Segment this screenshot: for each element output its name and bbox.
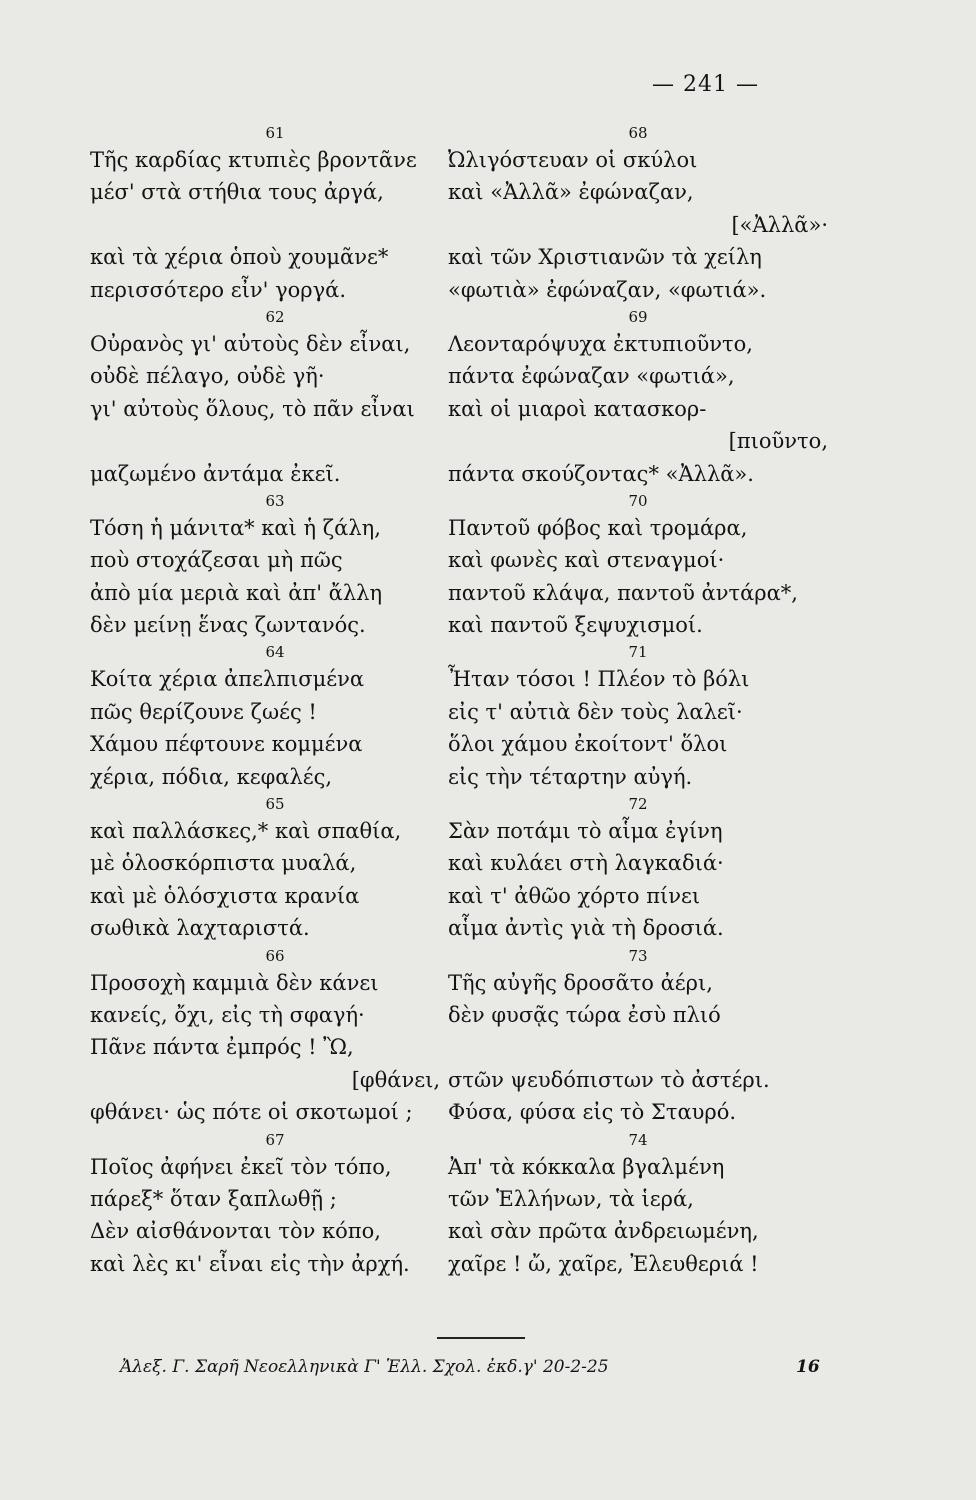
stanza-number: 61 xyxy=(265,124,285,142)
verse-line: χέρια, πόδια, κεφαλές, xyxy=(90,764,333,789)
verse-line: Ποῖος ἀφήνει ἐκεῖ τὸν τόπο, xyxy=(90,1154,392,1179)
stanza xyxy=(448,122,828,306)
stanza xyxy=(90,306,440,490)
right-column xyxy=(448,122,828,1280)
stanza-number: 71 xyxy=(628,643,648,662)
stanza-number: 69 xyxy=(628,307,648,326)
verse-line: σωθικὰ λαχταριστά. xyxy=(90,916,310,941)
stanza-number: 68 xyxy=(628,124,648,142)
verse-line: καὶ κυλάει στὴ λαγκαδιά· xyxy=(448,851,724,876)
verse-line: πῶς θερίζουνε ζωές ! xyxy=(90,699,317,724)
verse-line: εἰς τὴν τέταρτην αὐγή. xyxy=(448,764,693,789)
verse-line: Φύσα, φύσα εἰς τὸ Σταυρό. xyxy=(448,1100,737,1125)
footer-divider xyxy=(437,1337,525,1339)
stanza-number: 67 xyxy=(265,1130,285,1149)
verse-line: τῶν Ἑλλήνων, τὰ ἱερά, xyxy=(448,1186,694,1211)
verse-line: ἀπὸ μία μεριὰ καὶ ἀπ' ἄλλη xyxy=(90,580,383,605)
verse-line: Οὐρανὸς γι' αὐτοὺς δὲν εἶναι, xyxy=(90,331,411,356)
left-column xyxy=(90,122,440,1280)
verse-line: αἷμα ἀντὶς γιὰ τὴ δροσιά. xyxy=(448,916,724,941)
stanza-number: 65 xyxy=(265,795,285,814)
verse-line: Χάμου πέφτουνε κομμένα xyxy=(90,732,363,757)
verse-line: πάντα σκούζοντας* «Ἀλλᾶ». xyxy=(448,461,754,486)
stanza xyxy=(448,490,828,642)
footer xyxy=(120,1357,820,1377)
verse-line: «φωτιὰ» ἐφώναζαν, «φωτιά». xyxy=(448,277,767,302)
verse-line: πάντα ἐφώναζαν «φωτιά», xyxy=(448,364,735,389)
verse-line: [«Ἀλλᾶ»· xyxy=(731,212,828,237)
verse-line: χαῖρε ! ὤ, χαῖρε, Ἐλευθεριά ! xyxy=(448,1251,759,1276)
page-number: — 241 — xyxy=(652,72,759,97)
stanza-number: 64 xyxy=(265,643,285,662)
stanza xyxy=(90,793,440,945)
verse-line: περισσότερο εἶν' γοργά. xyxy=(90,277,347,302)
stanza xyxy=(90,945,440,1129)
verse-line: Ἦταν τόσοι ! Πλέον τὸ βόλι xyxy=(448,667,750,692)
verse-line: Προσοχὴ καμμιὰ δὲν κάνει xyxy=(90,970,379,995)
verse-line: Τῆς αὐγῆς δροσᾶτο ἀέρι, xyxy=(448,970,713,995)
verse-line: Κοίτα χέρια ἀπελπισμένα xyxy=(90,667,365,692)
verse-line: δὲν φυσᾷς τώρα ἐσὺ πλιό xyxy=(448,1002,721,1027)
verse-line: Λεονταρόψυχα ἐκτυπιοῦντο, xyxy=(448,331,753,356)
verse-line: Ὠλιγόστευαν οἱ σκύλοι xyxy=(448,148,698,172)
stanza xyxy=(90,641,440,793)
verse-line: πάρεξ* ὅταν ξαπλωθῇ ; xyxy=(90,1186,337,1211)
stanza xyxy=(448,793,828,945)
stanza xyxy=(448,641,828,793)
stanza-number: 63 xyxy=(265,491,285,510)
verse-line: μαζωμένο ἀντάμα ἐκεῖ. xyxy=(90,461,341,486)
verse-line: [πιοῦντο, xyxy=(728,429,828,454)
verse-line: Τῆς καρδίας κτυπιὲς βροντᾶνε xyxy=(90,148,417,172)
verse-line: καὶ φωνὲς καὶ στεναγμοί· xyxy=(448,548,725,573)
verse-line: Παντοῦ φόβος καὶ τρομάρα, xyxy=(448,515,748,540)
stanza xyxy=(90,122,440,306)
verse-line: ποὺ στοχάζεσαι μὴ πῶς xyxy=(90,548,343,573)
stanza xyxy=(448,945,828,1129)
blank-line xyxy=(90,209,440,241)
verse-line: καὶ τὰ χέρια ὁποὺ χουμᾶνε* xyxy=(90,245,389,270)
stanza-number: 73 xyxy=(628,946,648,965)
verse-line: εἰς τ' αὐτιὰ δὲν τοὺς λαλεῖ· xyxy=(448,699,743,724)
footer-signature: 16 xyxy=(796,1357,820,1377)
verse-line: κανείς, ὄχι, εἰς τὴ σφαγή· xyxy=(90,1002,365,1027)
blank-line xyxy=(90,425,440,457)
stanza xyxy=(90,490,440,642)
verse-line: Τόση ἡ μάνιτα* καὶ ἡ ζάλη, xyxy=(90,515,381,540)
verse-line: Πᾶνε πάντα ἐμπρός ! Ὢ, xyxy=(90,1035,354,1060)
stanza-number: 62 xyxy=(265,307,285,326)
verse-line: γι' αὐτοὺς ὅλους, τὸ πᾶν εἶναι xyxy=(90,396,415,421)
verse-line: Δὲν αἰσθάνονται τὸν κόπο, xyxy=(90,1219,381,1244)
verse-line: φθάνει· ὡς πότε οἱ σκοτωμοί ; xyxy=(90,1100,413,1125)
verse-line: Σὰν ποτάμι τὸ αἷμα ἐγίνη xyxy=(448,819,723,844)
stanza-number: 70 xyxy=(628,491,648,510)
stanza-number: 74 xyxy=(628,1130,648,1149)
verse-line: Ἀπ' τὰ κόκκαλα βγαλμένη xyxy=(448,1154,725,1179)
verse-line: καὶ τῶν Χριστιανῶν τὰ χείλη xyxy=(448,245,762,270)
verse-line: δὲν μείνῃ ἕνας ζωντανός. xyxy=(90,613,366,638)
verse-line: παντοῦ κλάψα, παντοῦ ἀντάρα*, xyxy=(448,580,798,605)
verse-line: καὶ παντοῦ ξεψυχισμοί. xyxy=(448,613,703,638)
verse-line: μέσ' στὰ στήθια τους ἀργά, xyxy=(90,180,384,205)
stanza-number: 72 xyxy=(628,795,648,814)
verse-line: [φθάνει, xyxy=(351,1067,440,1092)
verse-line: καὶ «Ἀλλᾶ» ἐφώναζαν, xyxy=(448,180,694,205)
verse-line: καὶ λὲς κι' εἶναι εἰς τὴν ἀρχή. xyxy=(90,1251,410,1276)
verse-line: καὶ σὰν πρῶτα ἀνδρειωμένη, xyxy=(448,1219,759,1244)
verse-line: καὶ παλλάσκες,* καὶ σπαθία, xyxy=(90,819,402,844)
verse-line: καὶ τ' ἀθῶο χόρτο πίνει xyxy=(448,883,701,908)
verse-line: ὅλοι χάμου ἐκοίτοντ' ὅλοι xyxy=(448,732,728,757)
stanza xyxy=(448,306,828,490)
stanza xyxy=(448,1129,828,1281)
stanza xyxy=(90,1129,440,1281)
verse-line: καὶ οἱ μιαροὶ κατασκορ- xyxy=(448,396,707,421)
verse-line: οὐδὲ πέλαγο, οὐδὲ γῆ· xyxy=(90,364,325,389)
verse-line: μὲ ὁλοσκόρπιστα μυαλά, xyxy=(90,851,357,876)
footer-text: Ἀλεξ. Γ. Σαρῆ Νεοελληνικὰ Γ' Ἑλλ. Σχολ. ἐκδ.γ' 20-2-25 xyxy=(120,1357,609,1377)
blank-line xyxy=(448,1031,828,1063)
verse-line: στῶν ψευδόπιστων τὸ ἀστέρι. xyxy=(448,1067,770,1092)
stanza-number: 66 xyxy=(265,946,285,965)
verse-line: καὶ μὲ ὁλόσχιστα κρανία xyxy=(90,883,360,908)
